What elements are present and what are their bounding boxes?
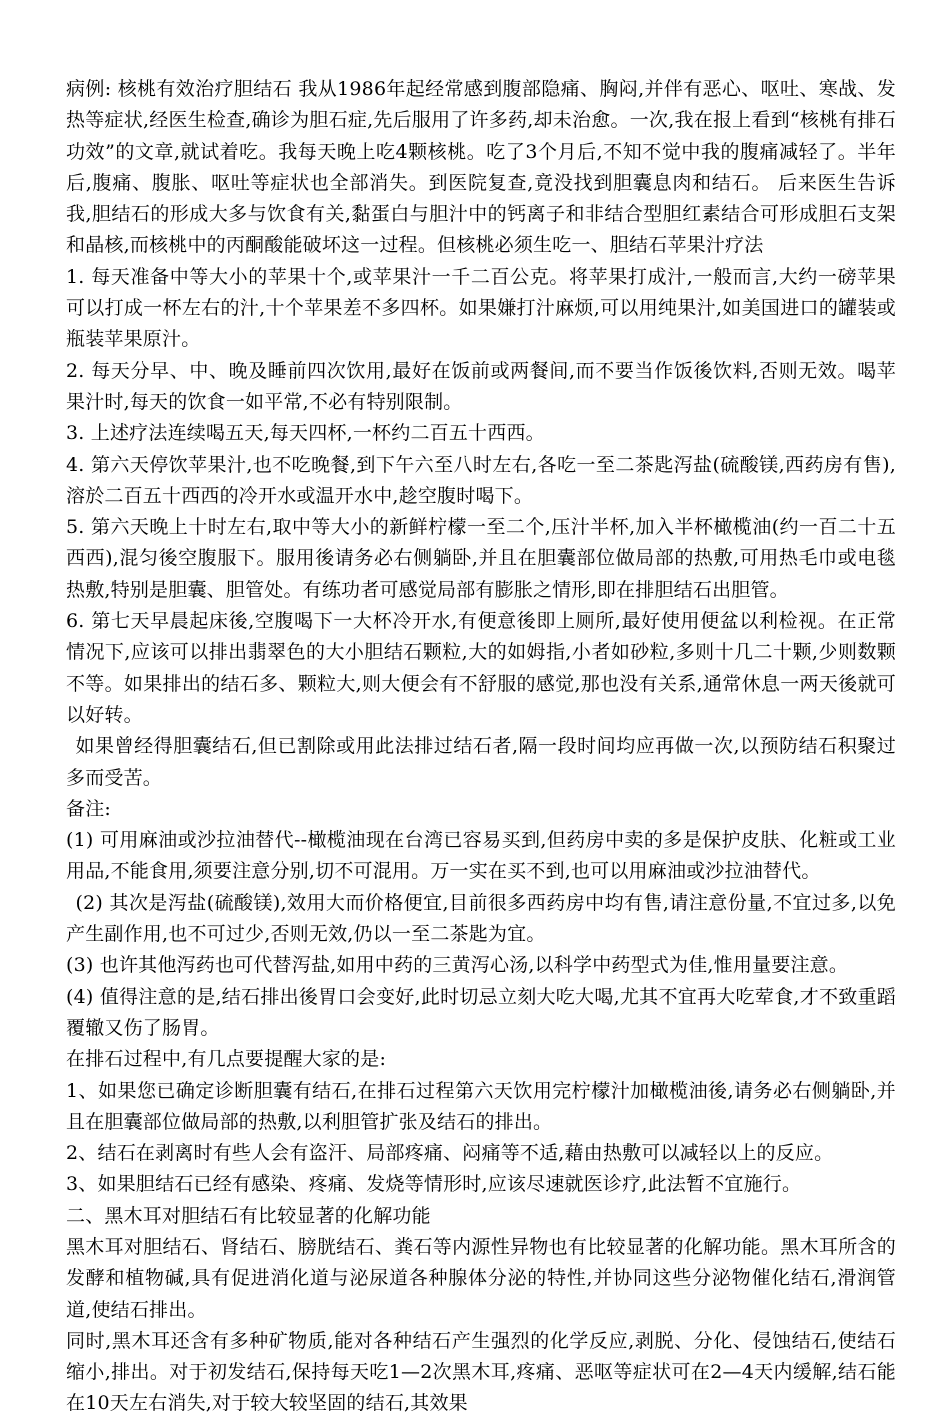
document-page [66, 74, 896, 1420]
remark-1-paragraph: (1) 可用麻油或沙拉油替代--橄榄油现在台湾已容易买到,但药房中卖的多是保护皮肤、化粧或工业用品,不能食用,须要注意分别,切不可混用。万一实在买不到,也可以用麻油或沙拉油替代。 [66, 829, 896, 883]
remark-4-paragraph: (4) 值得注意的是,结石排出後胃口会变好,此时切忌立刻大吃大喝,尤其不宜再大吃荤食,才不致重蹈覆辙又伤了肠胃。 [66, 985, 896, 1039]
remark-3-paragraph: (3) 也许其他泻药也可代替泻盐,如用中药的三黄泻心汤,以科学中药型式为佳,惟用量要注意。 [66, 954, 849, 977]
step-6-paragraph: 6. 第七天早晨起床後,空腹喝下一大杯冷开水,有便意後即上厕所,最好使用便盆以利检视。在正常情况下,应该可以排出翡翠色的大小胆结石颗粒,大的如姆指,小者如砂粒,多则十几二十颗,少则数颗不等。如果排出的结石多、颗粒大,则大便会有不舒服的感觉,那也没有关系,通常休息一两天後就可以好转。 [66, 610, 896, 726]
reminder-3-paragraph: 3、如果胆结石已经有感染、疼痛、发烧等情形时,应该尽速就医诊疗,此法暂不宜施行。 [66, 1173, 802, 1196]
black-fungus-paragraph-2: 同时,黑木耳还含有多种矿物质,能对各种结石产生强烈的化学反应,剥脱、分化、侵蚀结石,使结石缩小,排出。对于初发结石,保持每天吃1—2次黑木耳,疼痛、恶呕等症状可在2—4天内缓解,结石能在10天左右消失,对于较大较坚固的结石,其效果 [66, 1329, 896, 1415]
step-5-paragraph: 5. 第六天晚上十时左右,取中等大小的新鲜柠檬一至二个,压汁半杯,加入半杯橄榄油(约一百二十五西西),混匀後空腹服下。服用後请务必右侧躺卧,并且在胆囊部位做局部的热敷,可用热毛巾或电毯热敷,特别是胆囊、胆管处。有练功者可感觉局部有膨胀之情形,即在排胆结石出胆管。 [66, 516, 896, 601]
step-2-paragraph: 2. 每天分早、中、晚及睡前四次饮用,最好在饭前或两餐间,而不要当作饭後饮料,否则无效。喝苹果汁时,每天的饮食一如平常,不必有特别限制。 [66, 359, 896, 413]
reminder-2-paragraph: 2、结石在剥离时有些人会有盗汗、局部疼痛、闷痛等不适,藉由热敷可以减轻以上的反应。 [66, 1142, 834, 1165]
case-story-paragraph: 病例: 核桃有效治疗胆结石 我从1986年起经常感到腹部隐痛、胸闷,并伴有恶心、呕吐、寒战、发热等症状,经医生检查,确诊为胆石症,先后服用了许多药,却未治愈。一次,我在报上看到“核桃有排石功效”的文章,就试着吃。我每天晚上吃4颗核桃。吃了3个月后,不知不觉中我的腹痛减轻了。半年后,腹痛、腹胀、呕吐等症状也全部消失。到医院复查,竟没找到胆囊息肉和结石。 后来医生告诉我,胆结石的形成大多与饮食有关,黏蛋白与胆汁中的钙离子和非结合型胆红素结合可形成胆石支架和晶核,而核桃中的丙酮酸能破坏这一过程。但核桃必须生吃一、胆结石苹果汁疗法 [66, 78, 896, 257]
step-1-paragraph: 1. 每天准备中等大小的苹果十个,或苹果汁一千二百公克。将苹果打成汁,一般而言,大约一磅苹果可以打成一杯左右的汁,十个苹果差不多四杯。如果嫌打汁麻烦,可以用纯果汁,如美国进口的罐装或瓶装苹果原汁。 [66, 265, 896, 351]
reminder-1-paragraph: 1、如果您已确定诊断胆囊有结石,在排石过程第六天饮用完柠檬汁加橄榄油後,请务必右侧躺卧,并且在胆囊部位做局部的热敷,以利胆管扩张及结石的排出。 [66, 1079, 896, 1133]
repeat-note-paragraph: 如果曾经得胆囊结石,但已割除或用此法排过结石者,隔一段时间均应再做一次,以预防结石积聚过多而受苦。 [66, 735, 896, 789]
step-4-paragraph: 4. 第六天停饮苹果汁,也不吃晚餐,到下午六至八时左右,各吃一至二茶匙泻盐(硫酸镁,西药房有售),溶於二百五十西西的冷开水或温开水中,趁空腹时喝下。 [66, 453, 896, 507]
remarks-heading: 备注: [66, 797, 112, 820]
section-2-title: 二、黑木耳对胆结石有比较显著的化解功能 [66, 1204, 431, 1227]
reminders-heading: 在排石过程中,有几点要提醒大家的是: [66, 1048, 387, 1071]
black-fungus-paragraph-1: 黑木耳对胆结石、肾结石、膀胱结石、粪石等内源性异物也有比较显著的化解功能。黑木耳所含的发酵和植物碱,具有促进消化道与泌尿道各种腺体分泌的特性,并协同这些分泌物催化结石,滑润管道,使结石排出。 [66, 1235, 896, 1321]
remark-2-paragraph: (2) 其次是泻盐(硫酸镁),效用大而价格便宜,目前很多西药房中均有售,请注意份量,不宜过多,以免产生副作用,也不可过少,否则无效,仍以一至二茶匙为宜。 [66, 891, 896, 946]
step-3-paragraph: 3. 上述疗法连续喝五天,每天四杯,一杯约二百五十西西。 [66, 422, 545, 445]
